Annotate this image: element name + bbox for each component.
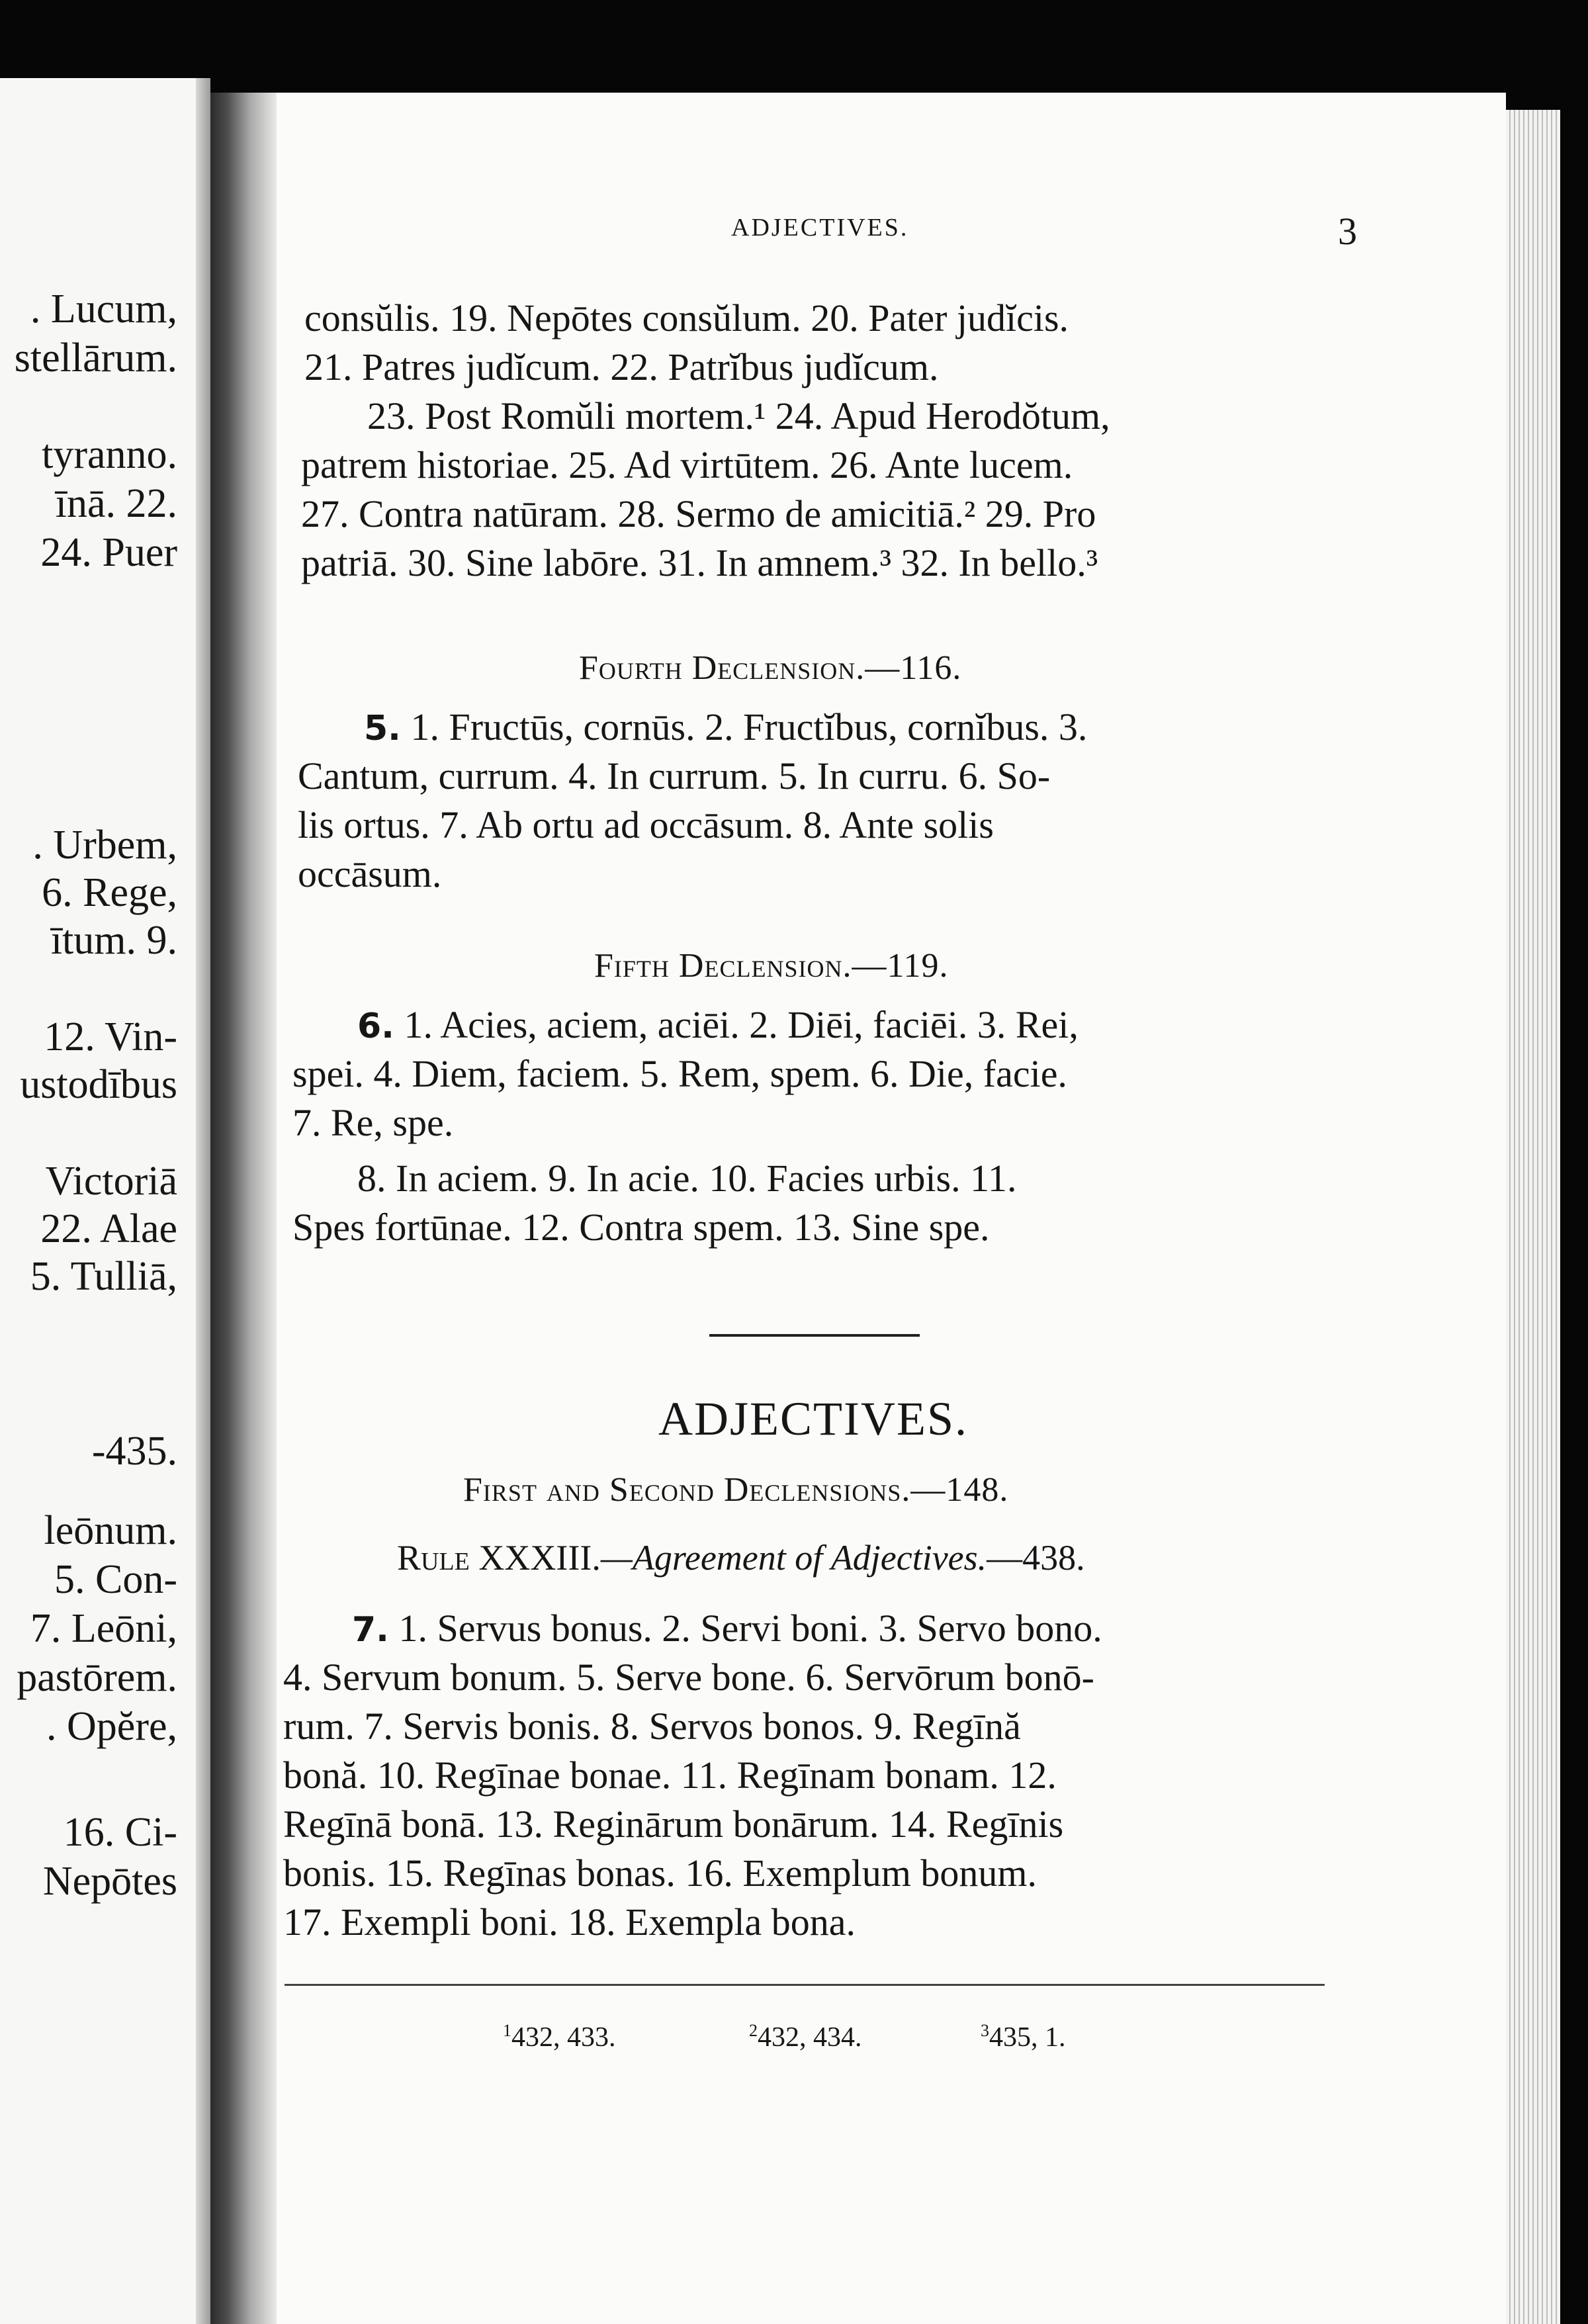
exercise-number: 7. [352,1610,389,1650]
text-line: bonă. 10. Regīnae bonae. 11. Regīnam bonam. 12. [283,1754,1057,1797]
text-line: Spes fortūnae. 12. Contra spem. 13. Sine spe. [292,1206,990,1249]
footnote-text: 432, 434. [758,2022,862,2053]
footnote [749,2021,862,2053]
text-line: 21. Patres judĭcum. 22. Patrĭbus judĭcum. [304,345,939,388]
text-line: lis ortus. 7. Ab ortu ad occāsum. 8. Ante solis [298,803,994,846]
left-page [0,78,210,2324]
left-line: ītum. 9. [50,918,177,963]
page-edges [1506,110,1560,2324]
rule-heading [397,1537,1085,1578]
fourth-declension-heading: Fourth Declension.—116. [579,649,962,687]
text-line: 7. Re, spe. [292,1101,454,1144]
left-line: . Urbem, [32,823,177,868]
left-line: 5. Con- [54,1557,177,1602]
fifth-declension-heading: Fifth Declension.—119. [594,947,949,985]
footnote-text: 432, 433. [511,2022,616,2053]
footnote-mark: 3 [981,2021,989,2040]
text-line: patriā. 30. Sine labōre. 31. In amnem.³ 32. In bello.³ [301,541,1098,584]
text-line: bonis. 15. Regīnas bonas. 16. Exemplum bonum. [283,1852,1037,1895]
footnote-rule [285,1984,1325,1986]
left-line: . Lucum, [30,287,177,332]
text-line: rum. 7. Servis bonis. 8. Servos bonos. 9. Regīnă [283,1705,1021,1748]
left-line: pastōrem. [17,1655,177,1700]
left-line: 24. Puer [40,530,177,575]
left-line: īnā. 22. [55,481,177,526]
left-line: ustodībus [20,1062,177,1107]
text-line: patrem historiae. 25. Ad virtūtem. 26. Ante lucem. [301,443,1073,486]
rule-ref: —438. [987,1538,1085,1578]
rule-title: —Agreement of Adjectives. [600,1538,987,1578]
footnote-text: 435, 1. [989,2022,1066,2053]
left-line: -435. [91,1429,177,1474]
footnote-mark: 1 [503,2021,511,2040]
page-number: 3 [1338,210,1357,253]
footnote [503,2021,616,2053]
left-page-edge [196,78,210,2324]
text-line: 1. Acies, aciem, aciēi. 2. Diēi, faciēi. 3. Rei, [404,1003,1079,1046]
footnote [981,2021,1066,2053]
left-line: stellārum. [14,335,177,380]
text-line: spei. 4. Diem, faciem. 5. Rem, spem. 6. Die, facie. [292,1052,1067,1095]
left-line: 6. Rege, [42,870,177,915]
section-separator [709,1334,920,1337]
rule-label: Rule [397,1538,470,1578]
text-line: 1. Fructūs, cornūs. 2. Fructĭbus, cornĭbus. 3. [410,705,1088,748]
left-line: Nepōtes [42,1859,177,1904]
text-line: 23. Post Romŭli mortem.¹ 24. Apud Herodŏtum, [367,394,1110,437]
background [1560,0,1588,2324]
adjectives-title: ADJECTIVES. [658,1392,968,1445]
text-line: 8. In aciem. 9. In acie. 10. Facies urbis. 11. [357,1157,1017,1200]
left-line: 16. Ci- [63,1810,177,1855]
text-line: 27. Contra natūram. 28. Sermo de amicitiā.² 29. Pro [301,492,1096,535]
text-line: Cantum, currum. 4. In currum. 5. In curru. 6. So- [298,754,1051,797]
left-line: 7. Leōni, [30,1606,177,1651]
left-line: Victoriā [45,1159,177,1204]
text-line: consŭlis. 19. Nepōtes consŭlum. 20. Pater judĭcis. [304,296,1069,339]
exercise-number: 5. [364,709,401,748]
footnote-mark: 2 [749,2021,758,2040]
running-head: ADJECTIVES. [731,214,909,242]
left-line: tyranno. [42,432,177,477]
text-line: Regīnā bonā. 13. Reginārum bonārum. 14. Regīnis [283,1803,1064,1846]
text-line: occāsum. [298,852,442,895]
left-line: leōnum. [44,1508,177,1553]
left-line: 5. Tulliā, [30,1254,177,1299]
text-line: 17. Exempli boni. 18. Exempla bona. [283,1900,856,1944]
text-line: 4. Servum bonum. 5. Serve bone. 6. Servōrum bonō- [283,1656,1094,1699]
first-second-declension-heading: First and Second Declensions.—148. [463,1471,1009,1509]
left-line: 12. Vin- [44,1014,177,1059]
left-line: . Opĕre, [46,1704,177,1749]
left-line: 22. Alae [40,1206,177,1251]
book-spine [210,93,277,2324]
text-line: 1. Servus bonus. 2. Servi boni. 3. Servo bono. [398,1607,1102,1650]
exercise-number: 6. [357,1006,394,1046]
rule-number: XXXIII. [478,1538,601,1578]
